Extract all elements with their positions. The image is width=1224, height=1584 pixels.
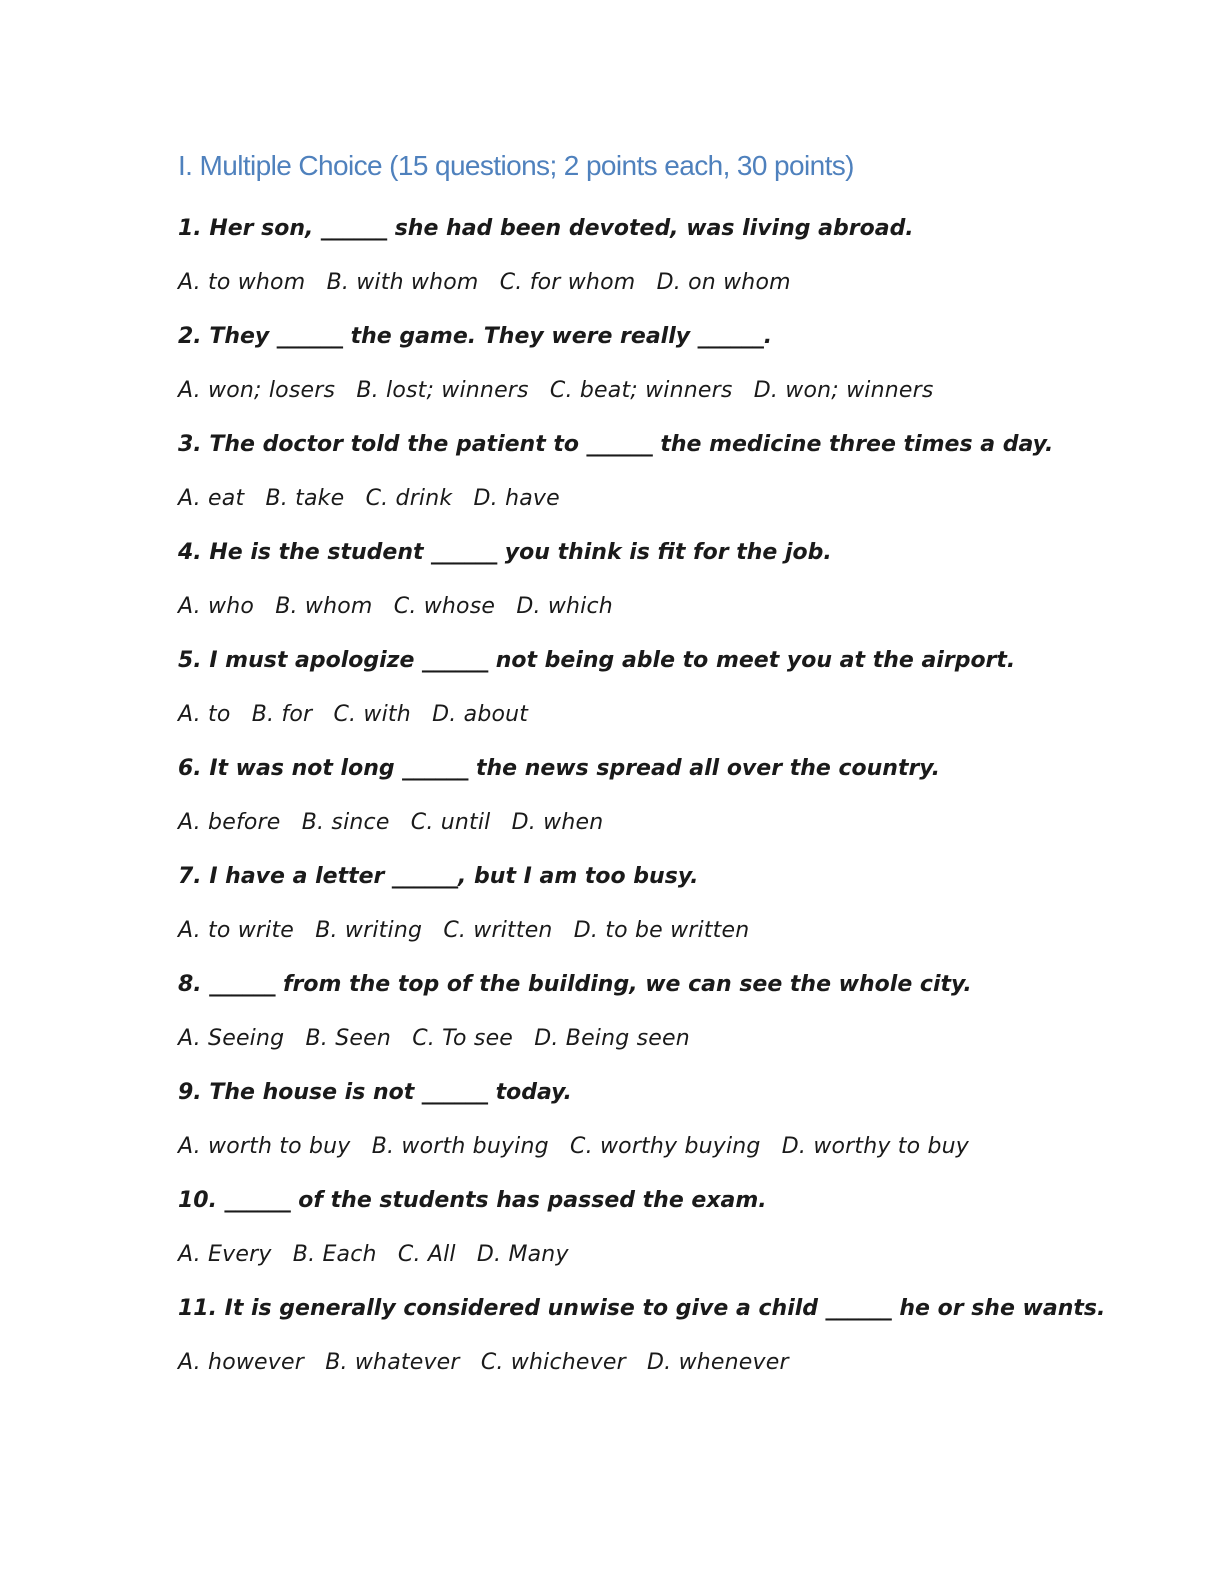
section-title: I. Multiple Choice (15 questions; 2 points each, 30 points) [178, 150, 854, 181]
option-d: D. whenever [647, 1350, 789, 1375]
option-b: B. lost; winners [356, 378, 529, 403]
question-prompt: 1. Her son, ______ she had been devoted, was living abroad. [178, 216, 914, 241]
question-item [178, 1180, 1188, 1288]
option-d: D. Being seen [534, 1026, 690, 1051]
option-d: D. when [511, 810, 604, 835]
option-a: A. to write [178, 918, 295, 943]
answer-options [178, 262, 1188, 316]
option-b: B. with whom [326, 270, 479, 295]
option-c: C. All [397, 1242, 456, 1267]
question-prompt: 11. It is generally considered unwise to give a child ______ he or she wants. [178, 1296, 1106, 1321]
question-prompt: 7. I have a letter ______, but I am too busy. [178, 864, 699, 889]
answer-options [178, 1234, 1188, 1288]
option-b: B. Each [292, 1242, 377, 1267]
option-c: C. for whom [499, 270, 636, 295]
option-c: C. until [410, 810, 491, 835]
option-d: D. Many [476, 1242, 569, 1267]
question-item [178, 1288, 1188, 1396]
option-d: D. have [473, 486, 560, 511]
option-b: B. worth buying [371, 1134, 549, 1159]
option-a: A. eat [178, 486, 245, 511]
option-b: B. writing [315, 918, 423, 943]
question-prompt: 9. The house is not ______ today. [178, 1080, 572, 1105]
option-d: D. won; winners [753, 378, 934, 403]
option-b: B. whom [275, 594, 373, 619]
question-item [178, 424, 1188, 532]
option-d: D. which [516, 594, 613, 619]
option-c: C. To see [412, 1026, 514, 1051]
question-item [178, 964, 1188, 1072]
option-a: A. to whom [178, 270, 306, 295]
question-prompt: 4. He is the student ______ you think is fit for the job. [178, 540, 832, 565]
option-a: A. before [178, 810, 281, 835]
question-prompt: 5. I must apologize ______ not being able to meet you at the airport. [178, 648, 1016, 673]
answer-options [178, 586, 1188, 640]
answer-options [178, 802, 1188, 856]
answer-options [178, 1018, 1188, 1072]
option-b: B. Seen [305, 1026, 391, 1051]
question-prompt: 10. ______ of the students has passed the exam. [178, 1188, 767, 1213]
question-list [178, 208, 1188, 1396]
option-b: B. since [301, 810, 390, 835]
question-item [178, 532, 1188, 640]
answer-options [178, 478, 1188, 532]
question-item [178, 748, 1188, 856]
option-a: A. Seeing [178, 1026, 285, 1051]
answer-options [178, 1342, 1188, 1396]
option-a: A. Every [178, 1242, 272, 1267]
option-c: C. written [443, 918, 553, 943]
answer-options [178, 370, 1188, 424]
question-item [178, 1072, 1188, 1180]
question-prompt: 8. ______ from the top of the building, we can see the whole city. [178, 972, 972, 997]
option-c: C. beat; winners [549, 378, 733, 403]
option-c: C. drink [365, 486, 453, 511]
question-prompt: 3. The doctor told the patient to ______ the medicine three times a day. [178, 432, 1054, 457]
option-c: C. with [333, 702, 411, 727]
question-item [178, 316, 1188, 424]
option-c: C. whose [393, 594, 496, 619]
option-c: C. worthy buying [570, 1134, 761, 1159]
answer-options [178, 1126, 1188, 1180]
answer-options [178, 694, 1188, 748]
option-c: C. whichever [480, 1350, 626, 1375]
answer-options [178, 910, 1188, 964]
question-item [178, 640, 1188, 748]
question-prompt: 6. It was not long ______ the news spread all over the country. [178, 756, 940, 781]
option-a: A. won; losers [178, 378, 336, 403]
option-b: B. for [251, 702, 313, 727]
option-a: A. worth to buy [178, 1134, 351, 1159]
option-d: D. about [432, 702, 529, 727]
option-b: B. whatever [325, 1350, 460, 1375]
option-d: D. on whom [656, 270, 791, 295]
option-a: A. who [178, 594, 255, 619]
option-b: B. take [265, 486, 345, 511]
option-d: D. worthy to buy [781, 1134, 970, 1159]
option-d: D. to be written [573, 918, 750, 943]
question-item [178, 856, 1188, 964]
option-a: A. to [178, 702, 231, 727]
option-a: A. however [178, 1350, 304, 1375]
question-prompt: 2. They ______ the game. They were really ______. [178, 324, 773, 349]
question-item [178, 208, 1188, 316]
